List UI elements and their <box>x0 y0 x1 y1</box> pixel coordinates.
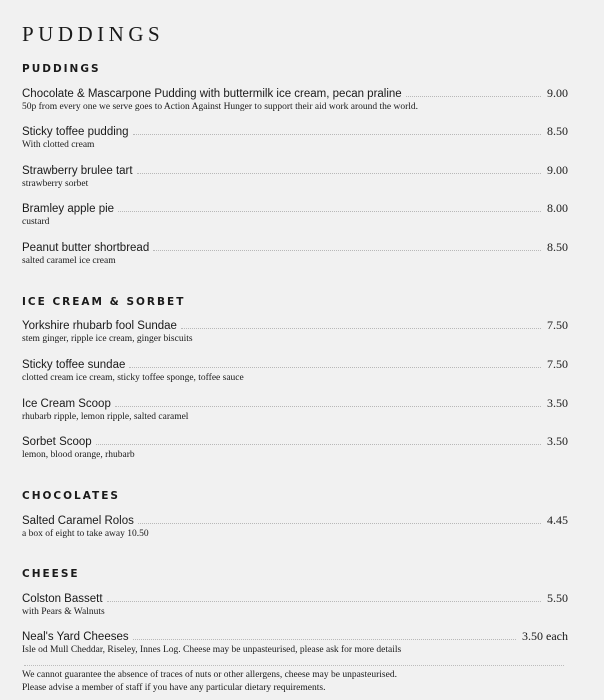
section-title-puddings: PUDDINGS <box>22 63 101 75</box>
item-price: 8.00 <box>547 201 568 215</box>
menu-item <box>22 628 568 657</box>
item-name: Peanut butter shortbread <box>22 242 150 254</box>
item-name: Colston Bassett <box>22 593 103 605</box>
item-description: strawberry sorbet <box>22 179 89 189</box>
dietary-notice: Please advise a member of staff if you have any particular dietary requirements. <box>22 683 326 693</box>
item-description: clotted cream ice cream, sticky toffee sponge, toffee sauce <box>22 373 244 383</box>
dot-leader <box>133 638 516 640</box>
menu-item <box>22 512 568 541</box>
item-price: 3.50 <box>547 396 568 410</box>
menu-item <box>22 162 568 191</box>
menu-item <box>22 85 568 114</box>
item-name: Yorkshire rhubarb fool Sundae <box>22 320 177 332</box>
item-name: Salted Caramel Rolos <box>22 515 134 527</box>
item-price: 5.50 <box>547 591 568 605</box>
dot-leader <box>181 327 541 329</box>
item-name: Sorbet Scoop <box>22 436 92 448</box>
menu-item <box>22 395 568 424</box>
menu-item <box>22 200 568 229</box>
item-price: 7.50 <box>547 357 568 371</box>
item-description: custard <box>22 217 50 227</box>
page-title: PUDDINGS <box>22 22 165 46</box>
menu-item <box>22 433 568 462</box>
dot-leader <box>107 600 541 602</box>
item-name: Sticky toffee sundae <box>22 359 126 371</box>
item-name: Neal's Yard Cheeses <box>22 631 129 643</box>
item-description: stem ginger, ripple ice cream, ginger biscuits <box>22 334 193 344</box>
item-price: 7.50 <box>547 318 568 332</box>
item-description: With clotted cream <box>22 140 95 150</box>
item-price: 4.45 <box>547 513 568 527</box>
allergen-notice: We cannot guarantee the absence of traces of nuts or other allergens, cheese may be unpasteurised. <box>22 670 397 680</box>
item-description: rhubarb ripple, lemon ripple, salted caramel <box>22 412 189 422</box>
dot-leader <box>129 366 541 368</box>
item-name: Bramley apple pie <box>22 203 115 215</box>
dot-leader <box>137 172 541 174</box>
item-description: 50p from every one we serve goes to Action Against Hunger to support their aid work around the world. <box>22 102 419 112</box>
section-title-chocolates: CHOCOLATES <box>22 490 120 502</box>
item-price: 3.50 <box>547 434 568 448</box>
item-description: lemon, blood orange, rhubarb <box>22 450 135 460</box>
item-name: Ice Cream Scoop <box>22 398 111 410</box>
menu-item <box>22 356 568 385</box>
section-title-cheese: CHEESE <box>22 568 80 580</box>
dot-leader <box>138 522 541 524</box>
menu-item <box>22 590 568 619</box>
footer-divider <box>24 665 564 666</box>
item-price: 9.00 <box>547 163 568 177</box>
dot-leader <box>118 210 541 212</box>
menu-item <box>22 317 568 346</box>
item-price: 9.00 <box>547 86 568 100</box>
dot-leader <box>133 133 541 135</box>
dot-leader <box>406 95 541 97</box>
section-title-ice-cream-sorbet: ICE CREAM & SORBET <box>22 296 186 308</box>
item-description: with Pears & Walnuts <box>22 607 105 617</box>
menu-item <box>22 239 568 268</box>
dot-leader <box>153 249 541 251</box>
item-name: Sticky toffee pudding <box>22 126 129 138</box>
item-description: Isle od Mull Cheddar, Riseley, Innes Log. Cheese may be unpasteurised, please ask for more details <box>22 645 402 655</box>
item-price: 8.50 <box>547 124 568 138</box>
dot-leader <box>96 443 541 445</box>
item-name: Chocolate & Mascarpone Pudding with buttermilk ice cream, pecan praline <box>22 88 402 100</box>
item-description: a box of eight to take away 10.50 <box>22 529 149 539</box>
item-price: 8.50 <box>547 240 568 254</box>
item-description: salted caramel ice cream <box>22 256 116 266</box>
item-name: Strawberry brulee tart <box>22 165 133 177</box>
menu-item <box>22 123 568 152</box>
item-price: 3.50 each <box>522 629 568 643</box>
dot-leader <box>115 405 541 407</box>
